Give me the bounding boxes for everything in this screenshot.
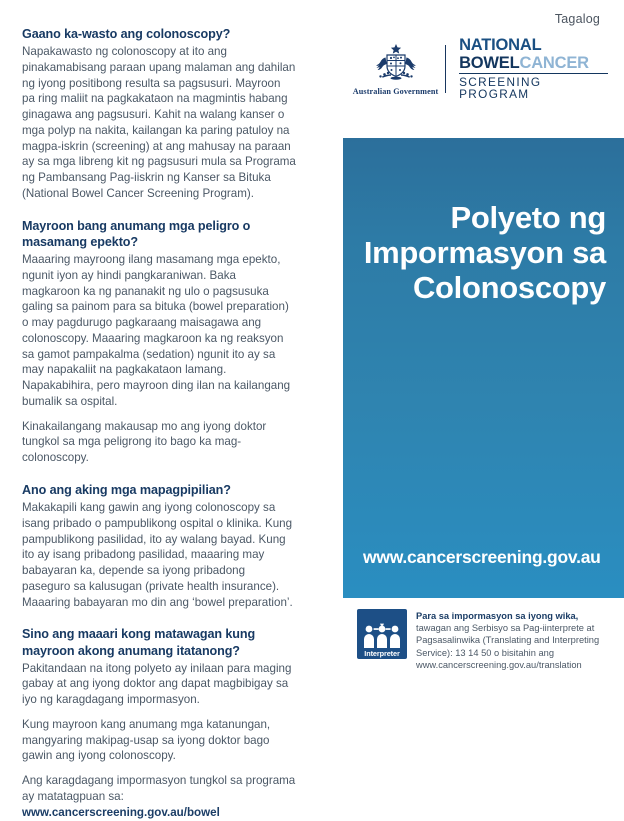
interpreter-badge — [357, 609, 407, 659]
section-paragraph: Maaaring mayroong ilang masamang mga epekto, ngunit iyon ay hindi pangkaraniwan. Baka magkaroon ka ng pananakit ng ulo o pagsusuka galing sa painom para sa bituka (bowel preparation) o may pagdurugo pagkaraang maisagawa ang colonoscopy. Maaaring magkaroon ka ng reaksyon sa gamot pampakalma (sedation) ngunit ito ay sa may napakaliit na pagkakataon lamang. Napakabihira, pero mayroon ding ilan na kailangang bumalik sa ospital. — [22, 252, 291, 408]
nbcsp-bowel-text: BOWEL — [459, 53, 520, 72]
page-title: Polyeto ng Impormasyon sa Colonoscopy — [363, 200, 606, 306]
section-paragraph: Pakitandaan na itong polyeto ay inilaan para maging gabay at ang iyong doktor ang dapat magbibigay sa iyo ng karagdagang impormasyon. — [22, 661, 292, 707]
section-paragraph: Ang karagdagang impormasyon tungkol sa programa ay matatagpuan sa: — [22, 774, 296, 803]
section-heading-risks: Mayroon bang anumang mga peligro o masamang epekto? — [22, 218, 251, 249]
header-logos — [352, 38, 608, 100]
nbcsp-screening-program-text: SCREENING PROGRAM — [459, 75, 542, 101]
australian-coat-of-arms-icon — [367, 43, 425, 85]
section-paragraph: Kinakailangang makausap mo ang iyong doktor tungkol sa mga peligrong ito bago ka mag-colonoscopy. — [22, 419, 267, 465]
nbcsp-bowel-cancer-text — [459, 55, 608, 75]
hero-website-url[interactable]: www.cancerscreening.gov.au — [363, 547, 601, 567]
interpreter-heading: Para sa impormasyon sa iyong wika, — [416, 611, 579, 621]
section-paragraph: Kung mayroon kang anumang mga katanungan, mangyaring makipag-usap sa iyong doktor bago gawin ang iyong colonoscopy. — [22, 717, 271, 763]
interpreter-text — [416, 609, 619, 671]
section-paragraph: Makakapili kang gawin ang iyong colonoscopy sa isang pribado o pampublikong ospital o klinika. Kung pampublikong pasilidad, ito ay walang bayad. Kung ito ay isang pribadong pasilidad, maaaring may babayaran ka, depende sa iyong pribadong paseguro sa kalusugan (private health insurance). Maaaring babayaran mo din ang ‘bowel preparation’. — [22, 501, 293, 609]
language-label: Tagalog — [554, 12, 600, 26]
interpreter-block — [357, 609, 619, 671]
nbcsp-cancer-text: CANCER — [519, 53, 589, 72]
interpreter-people-icon — [362, 623, 402, 649]
brochure-content — [22, 26, 296, 821]
australian-government-label: Australian Government — [352, 86, 439, 96]
section-heading-choices: Ano ang aking mga mapagpipilian? — [22, 482, 231, 497]
australian-government-logo — [352, 43, 439, 96]
bowel-program-url[interactable]: www.cancerscreening.gov.au/bowel — [22, 805, 220, 819]
interpreter-badge-label: Interpreter — [364, 648, 400, 658]
interpreter-body: tawagan ang Serbisyo sa Pag-iinterprete at Pagsasalinwika (Translating and Interpreting Service): 13 14 50 o bisitahin ang www.cancerscreening.gov.au/translation — [416, 623, 600, 670]
logo-divider — [445, 45, 446, 93]
nbcsp-national-text: NATIONAL — [459, 36, 542, 55]
nbcsp-logo — [459, 37, 608, 101]
hero-panel — [343, 138, 624, 598]
section-paragraph: Napakawasto ng colonoscopy at ito ang pinakamabisang paraan upang malaman ang dahilan ng iyong positibong resulta sa pagsusuri. Mayroon pa ring maliit na pagkakataon na magmintis habang ginagawa ang pagsusuri. Kahit na walang kanser o mga polyp na nakita, kailangan ka paring patuloy na magpa-iskrin (screening) at ang mahusay na paraan ay sa mga libreng kit ng pagsusuri mula sa Programa ng Pambansang Pag-iiskrin ng Kanser sa Bituka (National Bowel Cancer Screening Program). — [22, 45, 296, 200]
section-heading-contact: Sino ang maaari kong matawagan kung mayroon akong anumang itatanong? — [22, 627, 256, 658]
section-heading-accuracy: Gaano ka-wasto ang colonoscopy? — [22, 27, 231, 41]
